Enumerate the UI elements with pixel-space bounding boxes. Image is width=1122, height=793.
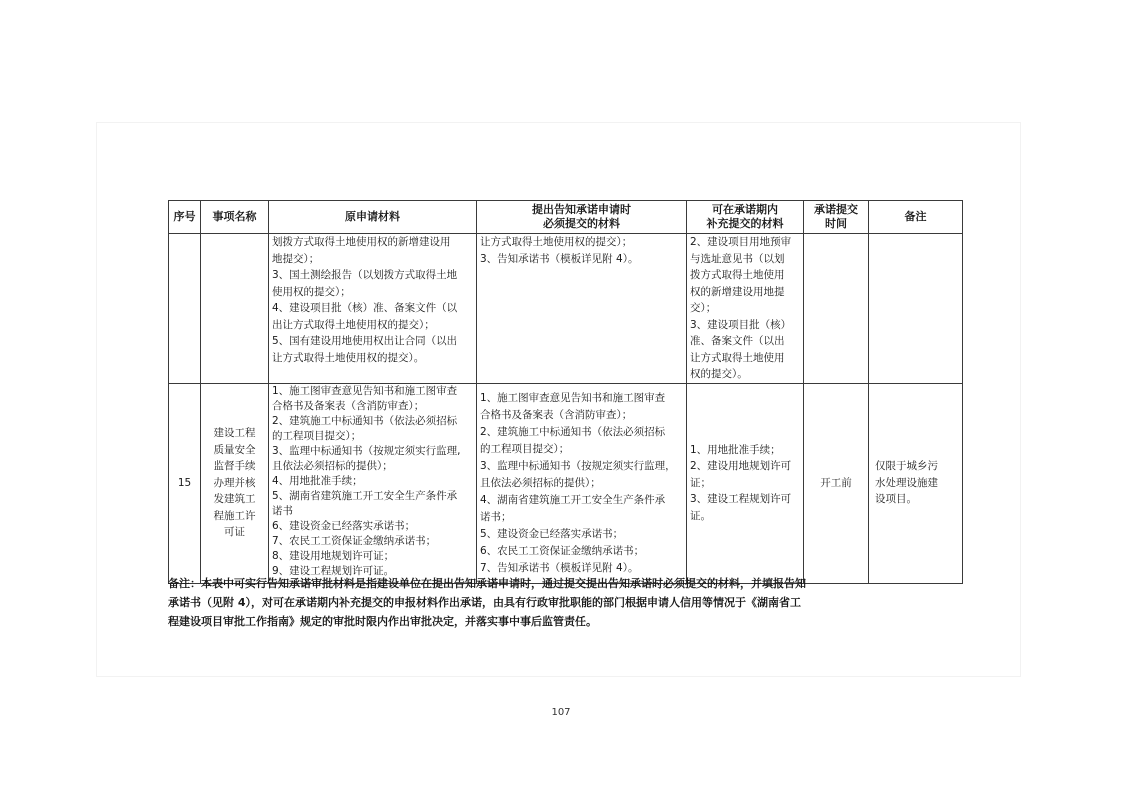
table-row xyxy=(169,234,963,384)
cell-commit-time: 开工前 xyxy=(804,383,869,583)
cell-commit-time xyxy=(804,234,869,384)
header-commit-time: 承诺提交 时间 xyxy=(804,201,869,234)
header-original-materials: 原申请材料 xyxy=(269,201,477,234)
header-seq: 序号 xyxy=(169,201,201,234)
header-supplementary-materials: 可在承诺期内 补充提交的材料 xyxy=(687,201,804,234)
header-remark: 备注 xyxy=(869,201,963,234)
cell-supplementary-materials: 1、用地批准手续； 2、建设用地规划许可 证； 3、建设工程规划许可 证。 xyxy=(687,383,804,583)
page-number: 107 xyxy=(551,707,571,718)
cell-item-name: 建设工程 质量安全 监督手续 办理并核 发建筑工 程施工许 可证 xyxy=(201,383,269,583)
cell-remark: 仅限于城乡污 水处理设施建 设项目。 xyxy=(869,383,963,583)
header-required-materials: 提出告知承诺申请时 必须提交的材料 xyxy=(477,201,687,234)
table-footnote: 备注：本表中可实行告知承诺审批材料是指建设单位在提出告知承诺申请时，通过提交提出告知承诺时必须提交的材料，并填报告知 承诺书（见附 4），对可在承诺期内补充提交的申报材料作出承诺，由具有行政审批职能的部门根据申请人信用等情况于《湖南省工 程建设项目审批工作指南》规定的审批时限内作出审批决定，并落实事中事后监管责任。 xyxy=(168,577,806,628)
cell-original-materials: 1、施工图审查意见告知书和施工图审查 合格书及备案表（含消防审查）； 2、建筑施工中标通知书（依法必须招标 的工程项目提交）； 3、监理中标通知书（按规定须实行监理, 且依法必须招标的提供）； 4、用地批准手续； 5、湖南省建筑施工开工安全生产条件承 诺书 6、建设资金已经落实承诺书； 7、农民工工资保证金缴纳承诺书； 8、建设用地规划许可证； 9、建设工程规划许可证。 xyxy=(269,383,477,583)
cell-original-materials: 划拨方式取得土地使用权的新增建设用 地提交）； 3、国土测绘报告（以划拨方式取得土地 使用权的提交）； 4、建设项目批（核）准、备案文件（以 出让方式取得土地使用权的提交）； 5、国有建设用地使用权出让合同（以出 让方式取得土地使用权的提交）。 xyxy=(269,234,477,384)
table-header-row xyxy=(169,201,963,234)
approval-materials-table xyxy=(168,200,963,584)
cell-supplementary-materials: 2、建设项目用地预审 与选址意见书（以划 拨方式取得土地使用 权的新增建设用地提 交）； 3、建设项目批（核） 准、备案文件（以出 让方式取得土地使用 权的提交）。 xyxy=(687,234,804,384)
cell-required-materials: 1、施工图审查意见告知书和施工图审查 合格书及备案表（含消防审查）； 2、建筑施工中标通知书（依法必须招标 的工程项目提交）； 3、监理中标通知书（按规定须实行监理， 且依法必须招标的提供）； 4、湖南省建筑施工开工安全生产条件承 诺书； 5、建设资金已经落实承诺书； 6、农民工工资保证金缴纳承诺书； 7、告知承诺书（模板详见附 4）。 xyxy=(477,383,687,583)
cell-seq: 15 xyxy=(169,383,201,583)
cell-seq xyxy=(169,234,201,384)
header-item-name: 事项名称 xyxy=(201,201,269,234)
cell-item-name xyxy=(201,234,269,384)
cell-required-materials: 让方式取得土地使用权的提交）； 3、告知承诺书（模板详见附 4）。 xyxy=(477,234,687,384)
table-row xyxy=(169,383,963,583)
cell-remark xyxy=(869,234,963,384)
